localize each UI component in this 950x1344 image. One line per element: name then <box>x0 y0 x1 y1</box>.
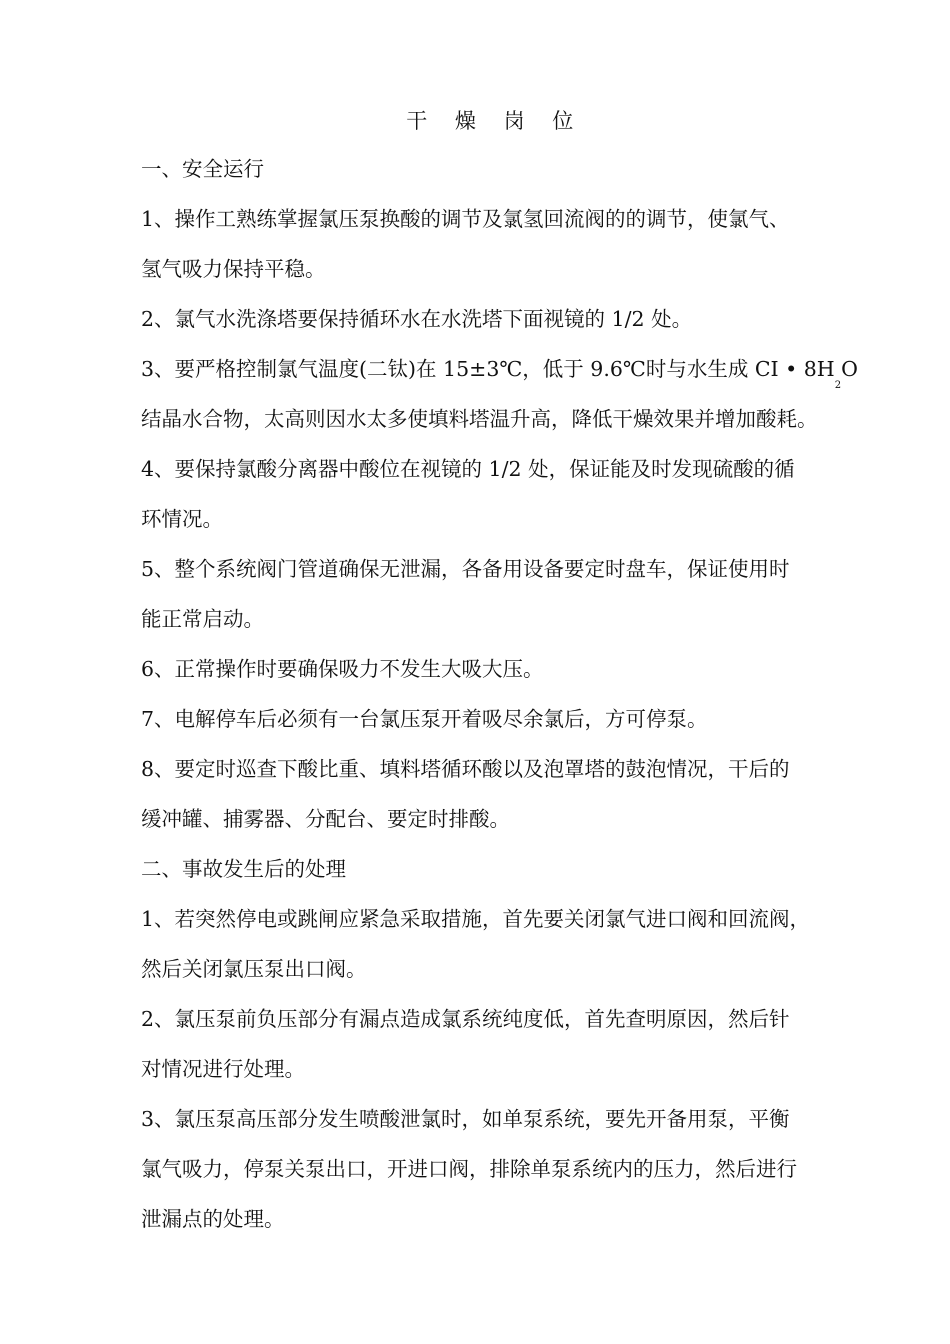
paragraph-line: 然后关闭氯压泵出口阀。 <box>141 957 367 981</box>
paragraph-line: 泄漏点的处理。 <box>141 1207 285 1231</box>
paragraph-line: 氢气吸力保持平稳。 <box>141 257 326 281</box>
paragraph-line: 6、正常操作时要确保吸力不发生大吸大压。 <box>141 657 544 681</box>
paragraph-line: 3、氯压泵高压部分发生喷酸泄氯时，如单泵系统，要先开备用泵，平衡 <box>141 1107 790 1131</box>
paragraph-line: 2、氯压泵前负压部分有漏点造成氯系统纯度低，首先查明原因，然后针 <box>141 1007 790 1031</box>
formula-tail: O <box>841 357 858 381</box>
paragraph-line: 8、要定时巡查下酸比重、填料塔循环酸以及泡罩塔的鼓泡情况，干后的 <box>141 757 790 781</box>
formula-line-text: 3、要严格控制氯气温度(二钛)在 15±3℃，低于 9.6℃时与水生成 CI • 8H <box>141 357 835 381</box>
paragraph-line: 环情况。 <box>141 507 223 531</box>
paragraph-line: 结晶水合物，太高则因水太多使填料塔温升高，降低干燥效果并增加酸耗。 <box>141 407 818 431</box>
paragraph-line: 2、氯气水洗涤塔要保持循环水在水洗塔下面视镜的 1/2 处。 <box>141 307 693 331</box>
section-heading-accident-handling: 二、事故发生后的处理 <box>141 857 346 881</box>
paragraph-line: 氯气吸力，停泵关泵出口，开进口阀，排除单泵系统内的压力，然后进行 <box>141 1157 797 1181</box>
document-body <box>141 154 858 1254</box>
paragraph-line: 1、若突然停电或跳闸应紧急采取措施，首先要关闭氯气进口阀和回流阀， <box>141 907 811 931</box>
paragraph-line: 对情况进行处理。 <box>141 1057 305 1081</box>
paragraph-line: 能正常启动。 <box>141 607 264 631</box>
paragraph-line: 1、操作工熟练掌握氯压泵换酸的调节及氯氢回流阀的的调节，使氯气、 <box>141 207 790 231</box>
paragraph-line: 缓冲罐、捕雾器、分配台、要定时排酸。 <box>141 807 510 831</box>
document-title: 干 燥 岗 位 <box>406 109 584 133</box>
paragraph-line: 7、电解停车后必须有一台氯压泵开着吸尽余氯后，方可停泵。 <box>141 707 708 731</box>
paragraph-line: 5、整个系统阀门管道确保无泄漏，各备用设备要定时盘车，保证使用时 <box>141 557 790 581</box>
formula-subscript: 2 <box>834 380 842 391</box>
paragraph-line: 4、要保持氯酸分离器中酸位在视镜的 1/2 处，保证能及时发现硫酸的循 <box>141 457 795 481</box>
section-heading-safe-operation: 一、安全运行 <box>141 157 264 181</box>
paragraph-line-formula <box>141 354 858 404</box>
